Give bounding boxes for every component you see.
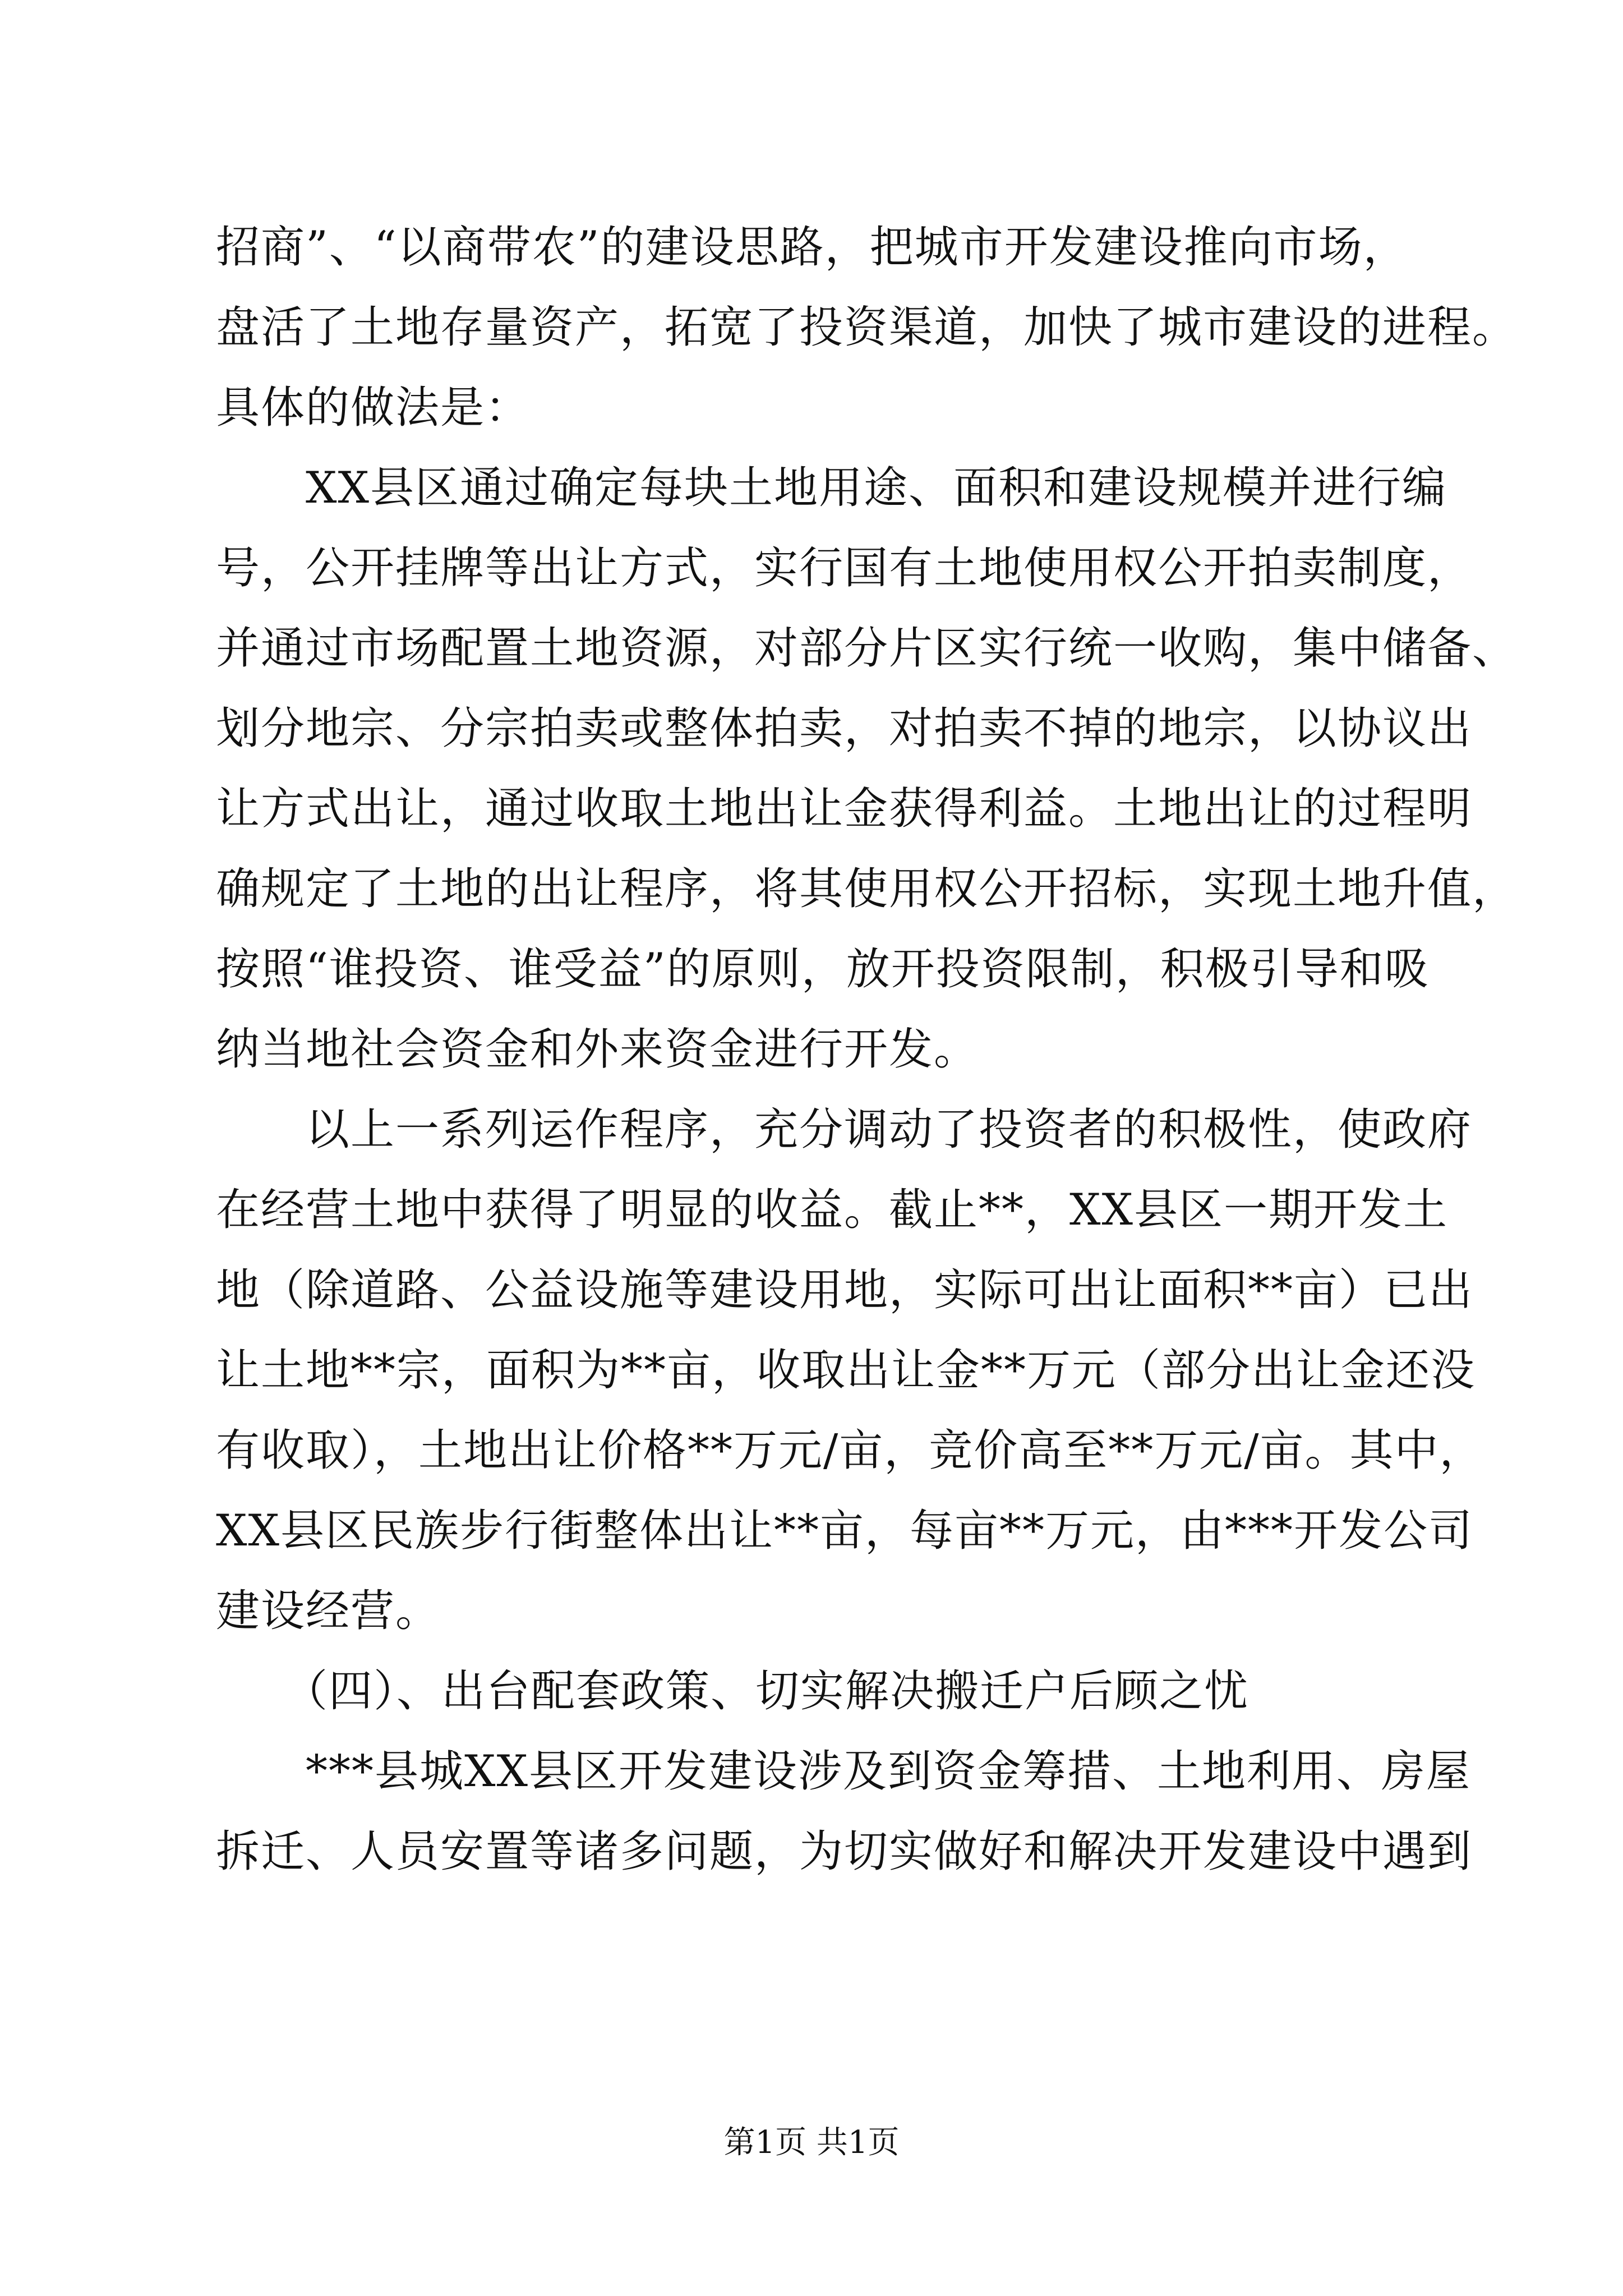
text-line: 有收取），土地出让价格**万元/亩，竞价高至**万元/亩。其中， bbox=[216, 1425, 1484, 1476]
text-line: XX县区通过确定每块土地用途、面积和建设规模并进行编 bbox=[216, 463, 1447, 513]
page-footer: 第1页 共1页 bbox=[723, 2124, 900, 2161]
text-line: 地（除道路、公益设施等建设用地，实际可出让面积**亩）已出 bbox=[216, 1265, 1474, 1315]
section-heading: （四）、出台配套政策、切实解决搬迁户后顾之忧 bbox=[216, 1666, 1249, 1717]
text-line: 建设经营。 bbox=[216, 1586, 441, 1636]
text-line: 让方式出让，通过收取土地出让金获得利益。土地出让的过程明 bbox=[216, 784, 1473, 834]
text-line: 以上一系列运作程序，充分调动了投资者的积极性，使政府 bbox=[216, 1105, 1473, 1155]
text-line: 拆迁、人员安置等诸多问题，为切实做好和解决开发建设中遇到 bbox=[216, 1826, 1473, 1877]
text-line: 号，公开挂牌等出让方式，实行国有土地使用权公开拍卖制度， bbox=[216, 543, 1473, 593]
text-line: 确规定了土地的出让程序，将其使用权公开招标，实现土地升值， bbox=[216, 864, 1518, 914]
text-line: 划分地宗、分宗拍卖或整体拍卖，对拍卖不掉的地宗，以协议出 bbox=[216, 703, 1473, 754]
text-line: ***县城XX县区开发建设涉及到资金筹措、土地利用、房屋 bbox=[216, 1746, 1472, 1797]
text-line: 按照“谁投资、谁受益”的原则，放开投资限制，积极引导和吸 bbox=[216, 944, 1430, 995]
text-line: 具体的做法是： bbox=[216, 383, 531, 433]
text-line: 纳当地社会资金和外来资金进行开发。 bbox=[216, 1024, 979, 1075]
text-line: 在经营土地中获得了明显的收益。截止**，XX县区一期开发土 bbox=[216, 1185, 1449, 1235]
document-body bbox=[216, 208, 1518, 1892]
text-line: 招商”、“以商带农”的建设思路，把城市开发建设推向市场， bbox=[216, 222, 1408, 273]
text-line: 并通过市场配置土地资源，对部分片区实行统一收购，集中储备、 bbox=[216, 623, 1518, 674]
text-line: 让土地**宗，面积为**亩，收取出让金**万元（部分出让金还没 bbox=[216, 1345, 1476, 1396]
text-line: XX县区民族步行街整体出让**亩，每亩**万元，由***开发公司 bbox=[216, 1506, 1474, 1556]
text-line: 盘活了土地存量资产，拓宽了投资渠道，加快了城市建设的进程。 bbox=[216, 302, 1518, 353]
